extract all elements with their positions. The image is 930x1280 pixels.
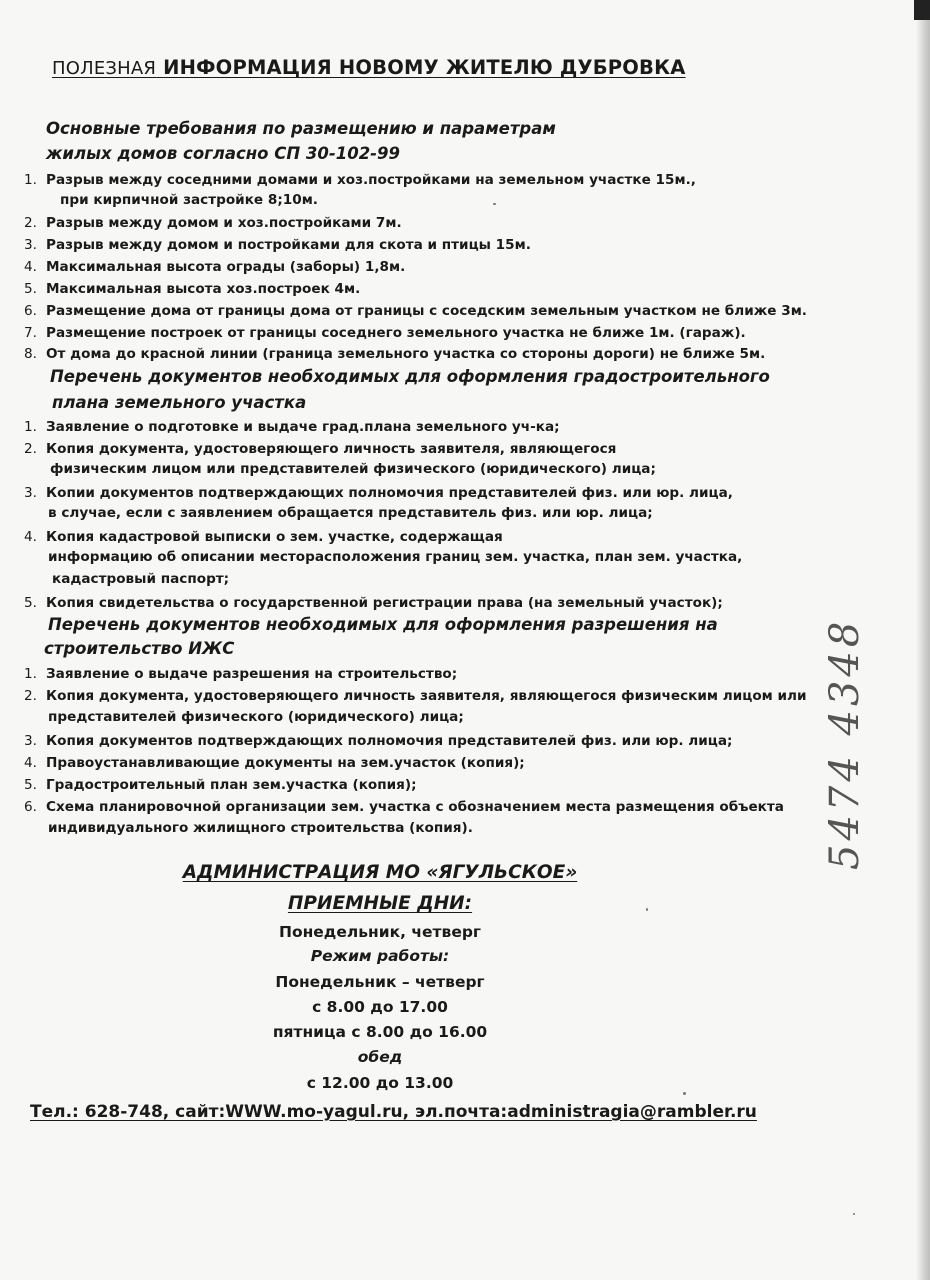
- item-number: 3.: [24, 237, 37, 253]
- section3-item-continuation: индивидуального жилищного строительства (копия).: [48, 820, 473, 836]
- item-number: 7.: [24, 325, 37, 341]
- lunch-time: с 12.00 до 13.00: [306, 1074, 454, 1092]
- item-number: 5.: [24, 777, 37, 793]
- scan-corner-mark: [914, 0, 930, 20]
- item-number: 8.: [24, 346, 37, 362]
- item-number: 4.: [24, 755, 37, 771]
- item-number: 4.: [24, 259, 37, 275]
- item-text: Копии документов подтверждающих полномочия представителей физ. или юр. лица,: [46, 485, 733, 501]
- title-prefix: ПОЛЕЗНАЯ: [52, 58, 157, 79]
- section1-item: [24, 171, 696, 189]
- section3-heading-line2: строительство ИЖС: [44, 639, 235, 658]
- section2-item: [24, 594, 723, 612]
- item-text: Заявление о подготовке и выдаче град.плана земельного уч-ка;: [46, 419, 560, 435]
- section2-item: [24, 528, 503, 546]
- item-text: Градостроительный план зем.участка (копия);: [46, 777, 417, 793]
- section3-item-continuation: представителей физического (юридического) лица;: [48, 709, 464, 725]
- section1-heading-line1: Основные требования по размещению и параметрам: [46, 119, 556, 138]
- item-number: 6.: [24, 799, 37, 815]
- item-text: Разрыв между домом и постройками для скота и птицы 15м.: [46, 237, 531, 253]
- section1-item: [24, 324, 746, 342]
- section2-item-continuation: физическим лицом или представителей физического (юридического) лица;: [50, 461, 656, 477]
- hours-days: Понедельник – четверг: [275, 973, 485, 991]
- lunch-label: обед: [357, 1048, 403, 1066]
- item-number: 2.: [24, 688, 37, 704]
- section2-item-continuation: информацию об описании месторасположения границ зем. участка, план зем. участка,: [48, 549, 743, 565]
- section3-item: [24, 732, 732, 750]
- section1-item: [24, 258, 405, 276]
- hours-label: Режим работы:: [310, 947, 450, 965]
- friday-hours: пятница с 8.00 до 16.00: [272, 1023, 488, 1041]
- item-number: 1.: [24, 419, 37, 435]
- reception-days: Понедельник, четверг: [278, 923, 482, 941]
- item-number: 2.: [24, 215, 37, 231]
- section1-item: [24, 236, 531, 254]
- scan-speck: [493, 203, 496, 205]
- item-text: Максимальная высота ограды (заборы) 1,8м.: [46, 259, 406, 275]
- item-number: 3.: [24, 733, 37, 749]
- item-number: 1.: [24, 666, 37, 682]
- section2-item: [24, 484, 733, 502]
- handwritten-note: 5474 4348: [822, 617, 868, 870]
- section2-item-continuation: в случае, если с заявлением обращается представитель физ. или юр. лица;: [48, 505, 653, 521]
- item-text: Копия кадастровой выписки о зем. участке, содержащая: [46, 529, 503, 545]
- section3-item: [24, 776, 417, 794]
- scan-speck: [646, 908, 648, 911]
- section3-item: [24, 798, 784, 816]
- section3-heading-line1: Перечень документов необходимых для оформления разрешения на: [48, 615, 718, 634]
- item-text: Копия документов подтверждающих полномочия представителей физ. или юр. лица;: [46, 733, 733, 749]
- contact-line: Тел.: 628-748, сайт:WWW.mo-yagul.ru, эл.почта:administragia@rambler.ru: [30, 1102, 757, 1122]
- section1-item: [24, 214, 402, 232]
- item-number: 4.: [24, 529, 37, 545]
- item-text: Размещение дома от границы дома от границы с соседским земельным участком не ближе 3м.: [46, 303, 807, 319]
- item-text: Правоустанавливающие документы на зем.участок (копия);: [46, 755, 525, 771]
- item-number: 3.: [24, 485, 37, 501]
- section1-item: [24, 345, 765, 363]
- item-text: Размещение построек от границы соседнего земельного участка не ближе 1м. (гараж).: [46, 325, 746, 341]
- reception-label: ПРИЕМНЫЕ ДНИ:: [287, 893, 473, 914]
- section2-item: [24, 440, 616, 458]
- scan-speck: [853, 1213, 855, 1215]
- section2-heading-line2: плана земельного участка: [52, 393, 307, 412]
- section2-item-continuation: кадастровый паспорт;: [52, 571, 230, 587]
- item-text: От дома до красной линии (граница земельного участка со стороны дороги) не ближе 5м.: [46, 346, 766, 362]
- section2-heading-line1: Перечень документов необходимых для оформления градостроительного: [50, 367, 770, 386]
- item-number: 2.: [24, 441, 37, 457]
- hours-time: с 8.00 до 17.00: [312, 998, 448, 1016]
- item-text: Копия документа, удостоверяющего личность заявителя, являющегося: [46, 441, 617, 457]
- item-text: Разрыв между домом и хоз.постройками 7м.: [46, 215, 402, 231]
- section1-heading-line2: жилых домов согласно СП 30-102-99: [46, 144, 400, 163]
- scan-speck: [683, 1092, 686, 1095]
- section3-item: [24, 754, 525, 772]
- section3-item: [24, 687, 807, 705]
- section1-item: [24, 302, 807, 320]
- admin-name: АДМИНИСТРАЦИЯ МО «ЯГУЛЬСКОЕ»: [182, 862, 578, 883]
- item-number: 6.: [24, 303, 37, 319]
- scan-edge-shadow: [916, 0, 930, 1280]
- item-text: Копия свидетельства о государственной регистрации права (на земельный участок);: [46, 595, 723, 611]
- section1-item: [24, 280, 360, 298]
- item-text: Заявление о выдаче разрешения на строительство;: [46, 666, 458, 682]
- item-text: Копия документа, удостоверяющего личность заявителя, являющегося физическим лицом или: [46, 688, 807, 704]
- section2-item: [24, 418, 560, 436]
- item-text: Разрыв между соседними домами и хоз.постройками на земельном участке 15м.,: [46, 172, 696, 188]
- section1-item-continuation: при кирпичной застройке 8;10м.: [60, 192, 318, 208]
- section3-item: [24, 665, 457, 683]
- item-number: 5.: [24, 281, 37, 297]
- page-title: [52, 56, 752, 79]
- item-number: 1.: [24, 172, 37, 188]
- item-number: 5.: [24, 595, 37, 611]
- item-text: Схема планировочной организации зем. участка с обозначением места размещения объекта: [46, 799, 784, 815]
- item-text: Максимальная высота хоз.построек 4м.: [46, 281, 361, 297]
- title-main: ИНФОРМАЦИЯ НОВОМУ ЖИТЕЛЮ ДУБРОВКА: [163, 56, 686, 79]
